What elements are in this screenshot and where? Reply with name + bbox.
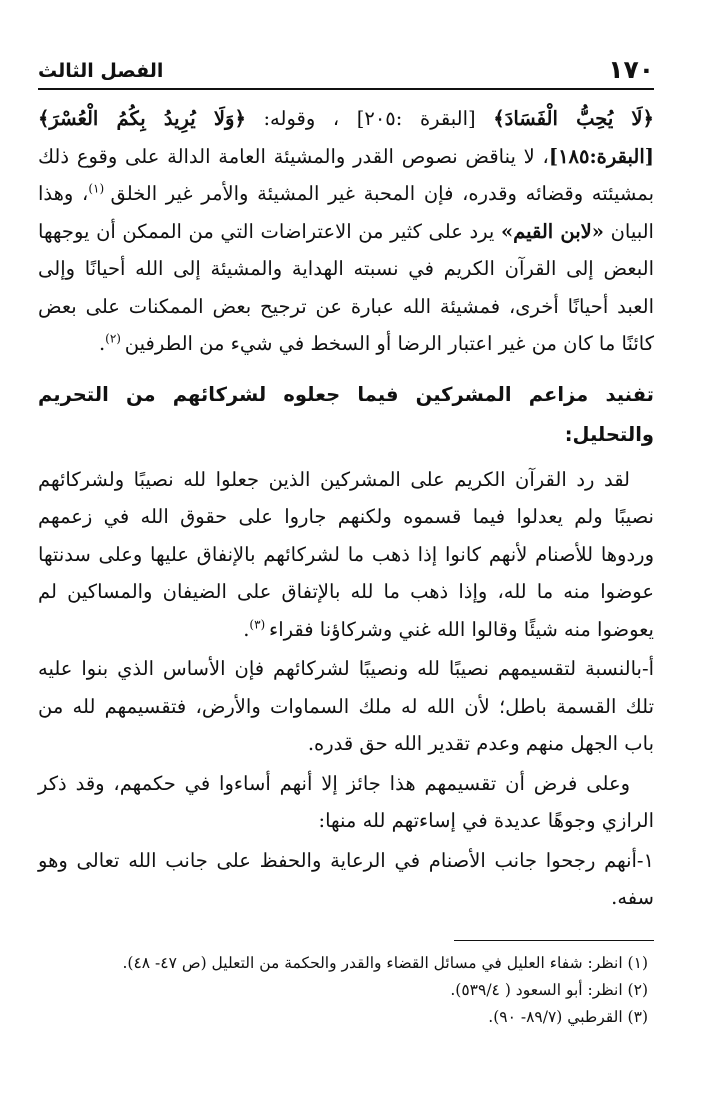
paragraph-point-1: ١-أنهم رجحوا جانب الأصنام في الرعاية والحفظ على جانب الله تعالى وهو سفه.	[38, 848, 654, 909]
verse-reference: [البقرة :٢٠٥]	[356, 107, 494, 130]
quran-verse: ﴿وَلَا يُرِيدُ بِكُمُ الْعُسْرَ﴾	[38, 107, 246, 130]
footnotes	[38, 950, 654, 1031]
chapter-title: الفصل الثالث	[38, 60, 164, 82]
paragraph-point-a: أ-بالنسبة لتقسيمهم نصيبًا لله ونصيبًا لشركائهم فإن الأساس الذي بنوا عليه تلك القسمة باطل؛ لأن الله له ملك السماوات والأرض، فتقسيمهم لله من باب الجهل منهم وعدم تقدير الله حق قدره.	[38, 657, 654, 755]
main-text	[38, 100, 654, 917]
paragraph-assumption: وعلى فرض أن تقسيمهم هذا جائز إلا أنهم أساءوا في حكمهم، وقد ذكر الرازي وجوهًا عديدة في إساءتهم لله منها:	[38, 771, 654, 832]
paragraph-text: يرد على كثير من الاعتراضات التي من الممكن أن يوجهها البعض إلى القرآن الكريم في نسبته الهداية والمشيئة إلى الله أحيانًا وإلى العبد أحيانًا أخرى، فمشيئة الله عبارة عن ترجيح بعض الممكنات على بعض كائنًا ما كان من غير اعتبار الرضا أو السخط في شيء من الطرفين	[38, 219, 654, 355]
paragraph-intro	[38, 100, 654, 363]
footnote-marker: (٢)	[105, 331, 125, 346]
section-heading: تفنيد مزاعم المشركين فيما جعلوه لشركائهم من التحريم والتحليل:	[38, 382, 654, 446]
footnote-marker: (١)	[88, 181, 111, 196]
footnote-marker: (٣)	[249, 617, 270, 631]
footnote-item: (١) انظر: شفاء العليل في مسائل القضاء والقدر والحكمة من التعليل (ص ٤٧- ٤٨).	[122, 954, 648, 972]
verse-reference: [البقرة:١٨٥]	[548, 144, 654, 168]
paragraph-text: ، وهذا البيان	[38, 182, 654, 243]
paragraph-text: ، لا يناقض نصوص القدر والمشيئة العامة الدالة على وقوع ذلك بمشيئته وقضائه وقدره، فإن المحبة غير المشيئة والأمر غير الخلق	[38, 144, 654, 205]
paragraph-end: .	[243, 617, 250, 641]
paragraph-refutation	[38, 461, 654, 649]
page-header	[38, 54, 654, 90]
paragraph-text: لقد رد القرآن الكريم على المشركين الذين جعلوا لله نصيبًا ولشركائهم نصيبًا ولم يعدلوا فيما قسموه ولكنهم جاروا على حقوق الله في زعمهم وردوها للأصنام لأنهم كانوا إذا ذهب ما لشركائهم بالإنفاق عليها وعلى سدنتها عوضوا منه ما لله، وإذا ذهب ما لله بالإتفاق على الضيفان والمساكين لم يعوضوا منه شيئًا وقالوا الله غني وشركاؤنا فقراء	[38, 467, 654, 641]
footnote-item: (٣) القرطبي (٨٩/٧- ٩٠).	[488, 1008, 648, 1026]
book-reference: «لابن القيم»	[500, 219, 604, 243]
paragraph-end: .	[98, 332, 106, 355]
footnote-item: (٢) انظر: أبو السعود ( ٥٣٩/٤).	[450, 981, 648, 999]
quran-verse: ﴿لَا يُحِبُّ الْفَسَادَ﴾	[493, 107, 654, 130]
footnote-divider	[454, 940, 654, 941]
page-number: ١٧٠	[608, 55, 654, 84]
connector-text: ، وقوله:	[245, 107, 357, 130]
